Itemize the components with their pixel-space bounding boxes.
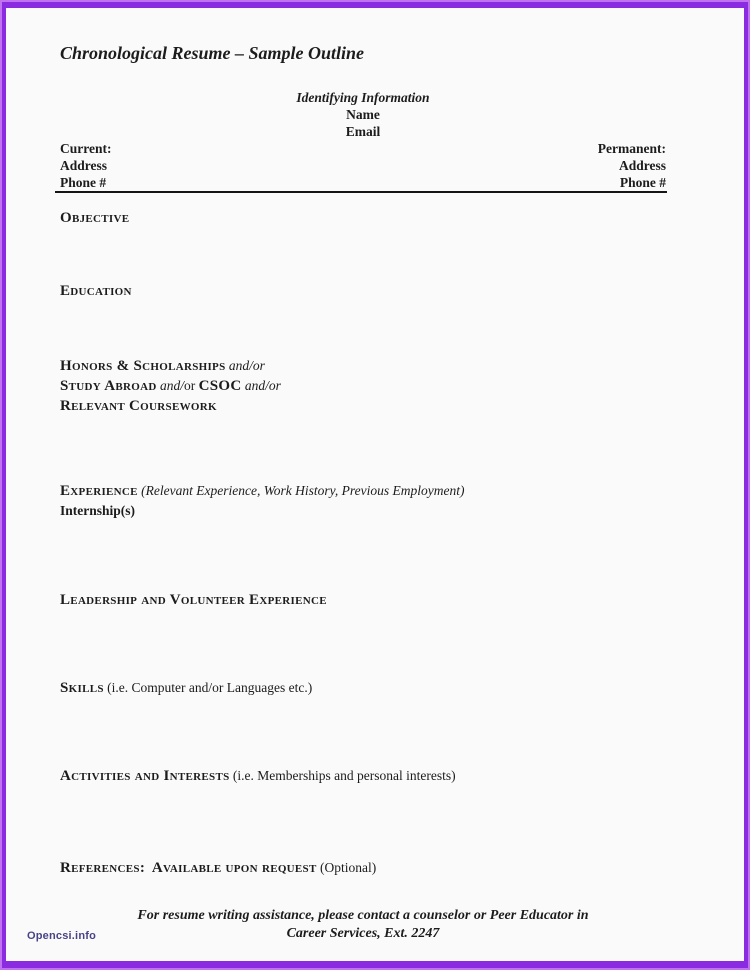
resume-outline-page — [6, 8, 744, 961]
assistance-note-line-1: For resume writing assistance, please contact a counselor or Peer Educator in — [137, 908, 589, 923]
section-experience — [60, 481, 666, 520]
honors-andor-1: and/or — [228, 358, 265, 373]
email-line: Email — [345, 124, 381, 139]
permanent-label: Permanent: — [597, 141, 666, 156]
experience-heading: Experience — [60, 483, 138, 499]
honors-line-2 — [60, 376, 666, 396]
page-frame — [2, 2, 748, 968]
name-line: Name — [346, 107, 380, 122]
current-phone: Phone # — [60, 175, 107, 190]
activities-note: (i.e. Memberships and personal interests) — [232, 768, 456, 783]
references-heading: References: — [60, 860, 146, 876]
section-skills — [60, 679, 666, 697]
references-availability: Available upon request — [151, 860, 317, 876]
identifying-information-heading: Identifying Information — [296, 90, 430, 105]
csoc-heading: CSOC — [198, 378, 242, 394]
experience-note: (Relevant Experience, Work History, Previous Employment) — [141, 483, 465, 498]
header-divider — [55, 191, 667, 193]
section-activities — [60, 767, 666, 785]
references-note: (Optional) — [320, 860, 377, 875]
permanent-phone: Phone # — [619, 175, 666, 190]
honors-andor-3: and/or — [244, 378, 281, 393]
permanent-address: Address — [618, 158, 666, 173]
assistance-note-line-2: Career Services, Ext. 2247 — [286, 926, 440, 941]
assistance-note — [60, 907, 666, 943]
current-address-block — [60, 140, 112, 191]
skills-note: (i.e. Computer and/or Languages etc.) — [107, 680, 313, 695]
honors-heading: Honors & Scholarships — [60, 358, 226, 374]
current-label: Current: — [60, 141, 112, 156]
address-row — [60, 140, 666, 191]
experience-line — [60, 481, 666, 501]
section-honors — [60, 356, 666, 416]
document-title: Chronological Resume – Sample Outline — [60, 43, 365, 63]
honors-andor-2b: or — [183, 378, 196, 393]
watermark-opencsi: Opencsi.info — [27, 930, 97, 942]
activities-heading: Activities and Interests — [60, 768, 230, 784]
permanent-address-block — [598, 140, 666, 191]
leadership-heading: Leadership and Volunteer Experience — [60, 592, 327, 608]
honors-line-3 — [60, 396, 666, 416]
honors-line-1 — [60, 356, 666, 376]
current-address: Address — [60, 158, 108, 173]
objective-heading: Objective — [60, 210, 130, 226]
study-abroad-heading: Study Abroad — [60, 378, 157, 394]
section-education — [60, 282, 666, 300]
skills-heading: Skills — [60, 680, 104, 696]
relevant-coursework-heading: Relevant Coursework — [60, 398, 217, 414]
honors-andor-2a: and/ — [159, 378, 184, 393]
internship-line: Internship(s) — [60, 503, 136, 518]
section-objective — [60, 209, 666, 227]
section-leadership — [60, 591, 666, 609]
education-heading: Education — [60, 283, 132, 299]
section-references — [60, 859, 666, 877]
